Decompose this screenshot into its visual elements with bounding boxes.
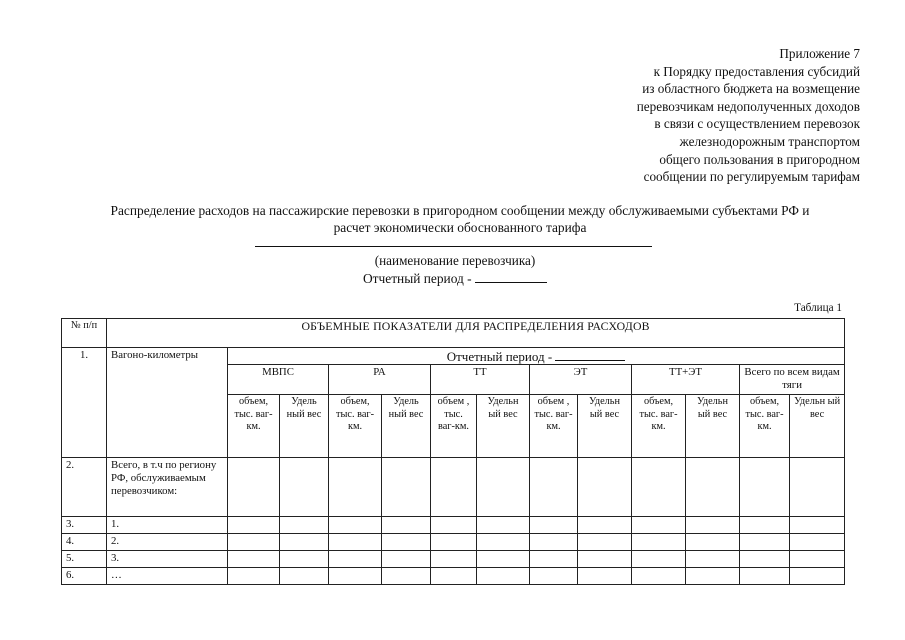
data-cell[interactable] — [632, 551, 686, 568]
data-cell[interactable] — [382, 568, 431, 585]
data-cell[interactable] — [740, 458, 790, 517]
data-cell[interactable] — [382, 534, 431, 551]
group-header: ТТ — [431, 365, 530, 395]
row-number: 3. — [62, 517, 107, 534]
sub-header: объем, тыс. ваг-км. — [228, 395, 280, 458]
data-cell[interactable] — [530, 568, 578, 585]
appendix-line: в связи с осуществлением перевозок — [654, 116, 860, 132]
data-cell[interactable] — [686, 458, 740, 517]
row-number: 2. — [62, 458, 107, 517]
row-label: … — [107, 568, 228, 585]
data-cell[interactable] — [632, 458, 686, 517]
data-cell[interactable] — [790, 568, 845, 585]
data-cell[interactable] — [477, 458, 530, 517]
table-row — [62, 534, 845, 551]
data-cell[interactable] — [280, 458, 329, 517]
data-cell[interactable] — [578, 517, 632, 534]
data-cell[interactable] — [477, 551, 530, 568]
group-header: ТТ+ЭТ — [632, 365, 740, 395]
number-header: № п/п — [62, 319, 107, 348]
data-cell[interactable] — [740, 517, 790, 534]
appendix-line: общего пользования в пригородном — [659, 151, 860, 167]
data-cell[interactable] — [228, 458, 280, 517]
data-cell[interactable] — [632, 534, 686, 551]
table-caption: Таблица 1 — [794, 302, 842, 314]
reporting-period-label: Отчетный период - — [363, 271, 475, 286]
sub-header: Удель ный вес — [382, 395, 431, 458]
table-reporting-period — [228, 348, 845, 365]
row-label: Вагоно-километры — [107, 348, 228, 458]
data-cell[interactable] — [686, 568, 740, 585]
carrier-caption: (наименование перевозчика) — [374, 253, 536, 268]
sub-header: объем , тыс. ваг-км. — [530, 395, 578, 458]
sub-header: Удельн ый вес — [578, 395, 632, 458]
data-cell[interactable] — [431, 534, 477, 551]
sub-header: Удельн ый вес — [477, 395, 530, 458]
group-header: Всего по всем видам тяги — [740, 365, 845, 395]
row-label: 2. — [107, 534, 228, 551]
row-number: 6. — [62, 568, 107, 585]
data-cell[interactable] — [382, 551, 431, 568]
data-cell[interactable] — [228, 534, 280, 551]
data-cell[interactable] — [431, 517, 477, 534]
data-cell[interactable] — [382, 517, 431, 534]
document-title — [60, 202, 860, 236]
data-cell[interactable] — [686, 551, 740, 568]
data-cell[interactable] — [578, 534, 632, 551]
appendix-line: сообщении по регулируемым тарифам — [643, 169, 860, 185]
data-cell[interactable] — [228, 551, 280, 568]
group-header: МВПС — [228, 365, 329, 395]
data-cell[interactable] — [790, 458, 845, 517]
data-cell[interactable] — [530, 534, 578, 551]
data-cell[interactable] — [790, 517, 845, 534]
appendix-line: к Порядку предоставления субсидий — [653, 63, 860, 79]
volume-indicators-table — [61, 318, 845, 585]
row-number: 5. — [62, 551, 107, 568]
data-cell[interactable] — [686, 534, 740, 551]
data-cell[interactable] — [382, 458, 431, 517]
data-cell[interactable] — [740, 534, 790, 551]
data-cell[interactable] — [329, 534, 382, 551]
data-cell[interactable] — [280, 517, 329, 534]
table-row — [62, 458, 845, 517]
table-period-label: Отчетный период - — [446, 349, 556, 364]
title-line-1: Распределение расходов на пассажирские перевозки в пригородном сообщении между обслуживаемыми субъектами РФ и — [110, 203, 810, 218]
data-cell[interactable] — [431, 568, 477, 585]
data-cell[interactable] — [530, 551, 578, 568]
table-period-blank — [555, 349, 625, 361]
data-cell[interactable] — [686, 517, 740, 534]
row-label: Всего, в т.ч по региону РФ, обслуживаемым перевозчиком: — [107, 458, 228, 517]
row-label: 1. — [107, 517, 228, 534]
appendix-line: из областного бюджета на возмещение — [642, 81, 860, 97]
data-cell[interactable] — [329, 551, 382, 568]
reporting-period-blank — [475, 270, 547, 283]
data-cell[interactable] — [578, 551, 632, 568]
data-cell[interactable] — [477, 568, 530, 585]
sub-header: Удельн ый вес — [686, 395, 740, 458]
row-number: 4. — [62, 534, 107, 551]
data-cell[interactable] — [228, 568, 280, 585]
data-cell[interactable] — [280, 551, 329, 568]
data-cell[interactable] — [280, 534, 329, 551]
data-cell[interactable] — [632, 517, 686, 534]
data-cell[interactable] — [530, 517, 578, 534]
appendix-line: перевозчикам недополученных доходов — [636, 98, 860, 114]
data-cell[interactable] — [578, 458, 632, 517]
data-cell[interactable] — [431, 458, 477, 517]
carrier-name-blank — [255, 246, 652, 247]
table-row — [62, 517, 845, 534]
row-number: 1. — [62, 348, 107, 458]
data-cell[interactable] — [632, 568, 686, 585]
appendix-line: Приложение 7 — [779, 46, 860, 61]
title-line-2: расчет экономически обоснованного тарифа — [333, 220, 587, 235]
data-cell[interactable] — [740, 551, 790, 568]
appendix-line: железнодорожным транспортом — [679, 133, 860, 149]
table-row — [62, 568, 845, 585]
data-cell[interactable] — [578, 568, 632, 585]
data-cell[interactable] — [790, 551, 845, 568]
data-cell[interactable] — [790, 534, 845, 551]
group-header: ЭТ — [530, 365, 632, 395]
group-header: РА — [329, 365, 431, 395]
sub-header: объем, тыс. ваг-км. — [740, 395, 790, 458]
sub-header: Удельн ый вес — [790, 395, 845, 458]
sub-header: объем, тыс. ваг-км. — [632, 395, 686, 458]
data-cell[interactable] — [329, 458, 382, 517]
data-cell[interactable] — [530, 458, 578, 517]
data-cell[interactable] — [477, 517, 530, 534]
sub-header: Удель ный вес — [280, 395, 329, 458]
sub-header: объем , тыс. ваг-км. — [431, 395, 477, 458]
data-cell[interactable] — [228, 517, 280, 534]
main-header: ОБЪЕМНЫЕ ПОКАЗАТЕЛИ ДЛЯ РАСПРЕДЕЛЕНИЯ РАСХОДОВ — [107, 319, 845, 348]
data-cell[interactable] — [280, 568, 329, 585]
data-cell[interactable] — [477, 534, 530, 551]
data-cell[interactable] — [431, 551, 477, 568]
data-cell[interactable] — [329, 517, 382, 534]
row-label: 3. — [107, 551, 228, 568]
sub-header: объем, тыс. ваг-км. — [329, 395, 382, 458]
data-cell[interactable] — [329, 568, 382, 585]
reporting-period — [250, 270, 660, 287]
table-row — [62, 551, 845, 568]
data-cell[interactable] — [740, 568, 790, 585]
appendix-note — [540, 45, 860, 186]
